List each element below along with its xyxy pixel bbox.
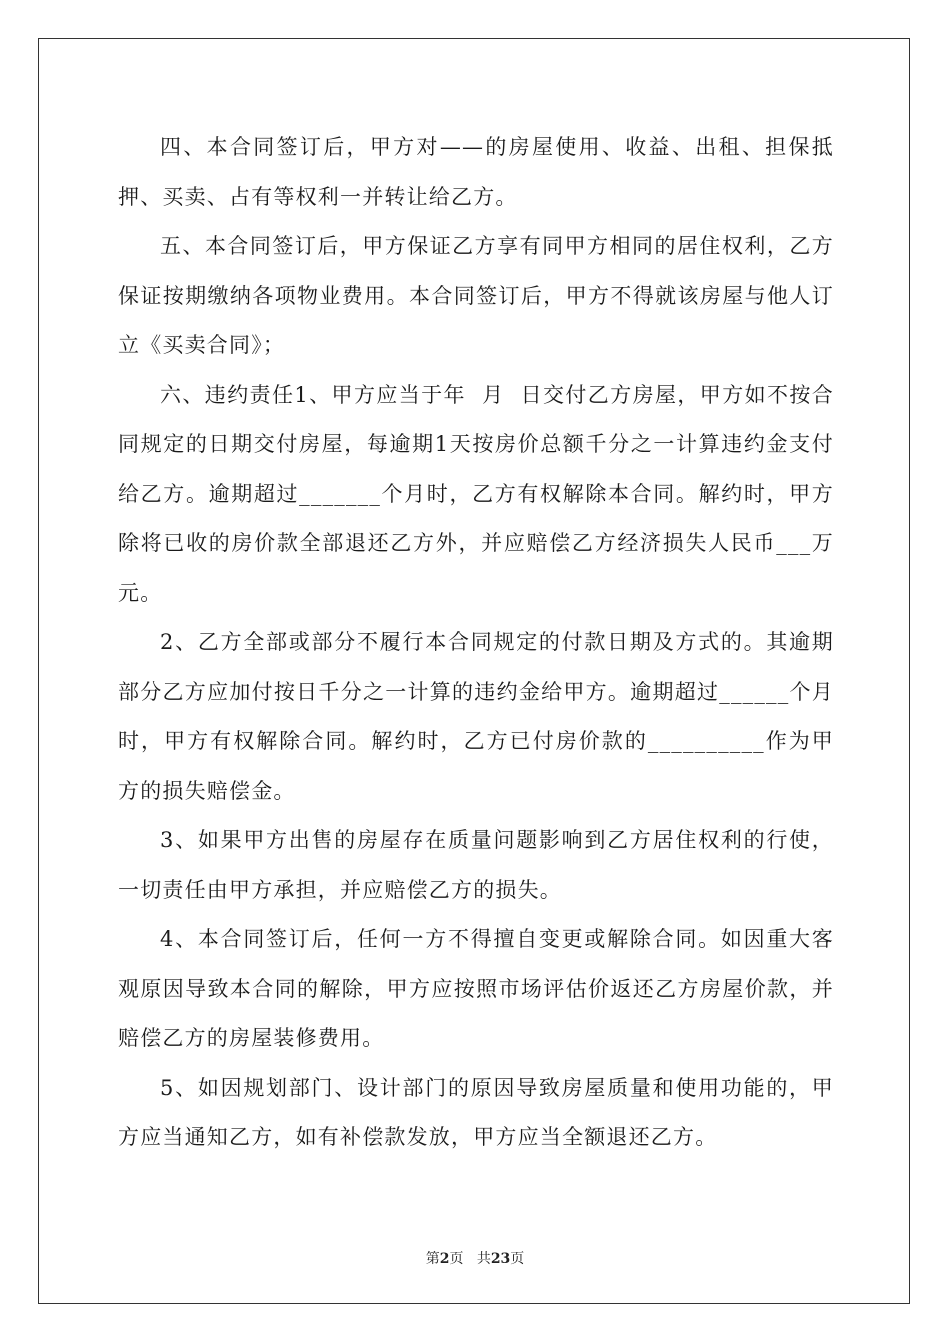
paragraph-6-liability: 六、违约责任1、甲方应当于年 月 日交付乙方房屋，甲方如不按合同规定的日期交付房屋，每逾期1天按房价总额千分之一计算违约金支付给乙方。逾期超过_______个月时，乙方有权解除本合同。解约时，甲方除将已收的房价款全部退还乙方外，并应赔偿乙方经济损失人民币___万元。 <box>118 382 834 605</box>
paragraph-clause-4: 4、本合同签订后，任何一方不得擅自变更或解除合同。如因重大客观原因导致本合同的解除，甲方应按照市场评估价返还乙方房屋价款，并赔偿乙方的房屋装修费用。 <box>118 927 834 1050</box>
total-pages: 23 <box>490 1251 511 1267</box>
paragraph-clause-2: 2、乙方全部或部分不履行本合同规定的付款日期及方式的。其逾期部分乙方应加付按日千分之一计算的违约金给甲方。逾期超过______个月时，甲方有权解除合同。解约时，乙方已付房价款的__________作为甲方的损失赔偿金。 <box>118 630 834 803</box>
paragraph-4-transfer-rights: 四、本合同签订后，甲方对——的房屋使用、收益、出租、担保抵押、买卖、占有等权利一并转让给乙方。 <box>118 135 834 209</box>
page-prefix: 第 <box>425 1251 440 1267</box>
total-suffix: 页 <box>510 1251 525 1267</box>
page-suffix: 页 <box>449 1251 464 1267</box>
paragraph-clause-3: 3、如果甲方出售的房屋存在质量问题影响到乙方居住权利的行使，一切责任由甲方承担，并应赔偿乙方的损失。 <box>118 828 834 902</box>
page-footer <box>0 1248 950 1268</box>
paragraph-clause-5: 5、如因规划部门、设计部门的原因导致房屋质量和使用功能的，甲方应当通知乙方，如有补偿款发放，甲方应当全额退还乙方。 <box>118 1075 834 1149</box>
page-number: 2 <box>439 1251 450 1267</box>
paragraph-5-residence-rights: 五、本合同签订后，甲方保证乙方享有同甲方相同的居住权利，乙方保证按期缴纳各项物业费用。本合同签订后，甲方不得就该房屋与他人订立《买卖合同》； <box>118 234 834 357</box>
total-prefix: 共 <box>476 1251 491 1267</box>
document-body <box>118 123 834 1163</box>
